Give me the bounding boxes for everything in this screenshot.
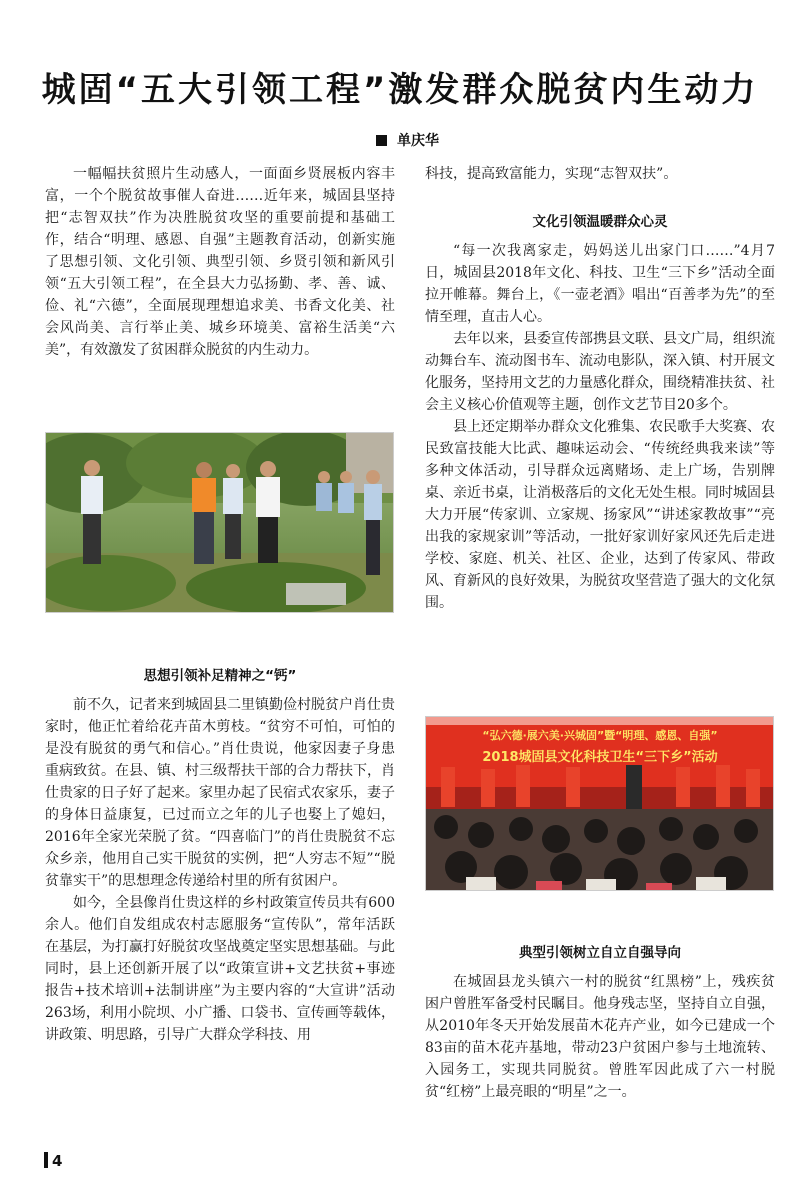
intro-block [45, 163, 395, 361]
section-heading-culture: 文化引领温暖群众心灵 [532, 214, 668, 230]
page-number [44, 1152, 62, 1170]
section-heading-thought: 思想引领补足精神之“钙” [143, 668, 297, 684]
article-title: 城固“五大引领工程”激发群众脱贫内生动力 [41, 70, 759, 110]
garden-visit-photo [45, 432, 394, 613]
thought-paragraph-1: 前不久，记者来到城固县二里镇勤俭村脱贫户肖仕贵家时，他正忙着给花卉苗木剪枝。“贫穷不可怕，可怕的是没有脱贫的勇气和信心。”肖仕贵说，他家因妻子身患重病致贫。在县、镇、村三级帮扶干部的合力帮扶下，肖仕贵家的日子好了起来。家里办起了民宿式农家乐，妻子的身体日益康复，已过而立之年的儿子也娶上了媳妇，2016年全家光荣脱了贫。“四喜临门”的肖仕贵脱贫不忘众乡亲，他用自己实干脱贫的实例，把“人穷志不短”“脱贫靠实干”的思想理念传递给村里的所有贫困户。 [45, 697, 395, 889]
section-heading-models: 典型引领树立自立自强导向 [519, 945, 681, 961]
author-name: 单庆华 [397, 133, 439, 149]
models-paragraph-1: 在城固县龙头镇六一村的脱贫“红黑榜”上，残疾贫困户曾胜军备受村民瞩目。他身残志坚，坚持自立自强，从2010年冬天开始发展苗木花卉产业，如今已建成一个83亩的苗木花卉基地，带动23户贫困户参与土地流转、入园务工，实现共同脱贫。曾胜军因此成了六一村脱贫“红榜”上最亮眼的“明星”之一。 [425, 974, 775, 1100]
continuation-block [425, 163, 775, 185]
intro-paragraph: 一幅幅扶贫照片生动感人，一面面乡贤展板内容丰富，一个个脱贫故事催人奋进……近年来，城固县坚持把“志智双扶”作为决胜脱贫攻坚的重要前提和基础工作，结合“明理、感恩、自强”主题教育活动，创新实施了思想引领、文化引领、典型引领、乡贤引领和新风引领“五大引领工程”，在全县大力弘扬勤、孝、善、诚、俭、礼“六德”，全面展现理想追求美、书香文化美、社会风尚美、言行举止美、城乡环境美、富裕生活美“六美”，有效激发了贫困群众脱贫的内生动力。 [45, 166, 395, 358]
banner-line-2: 2018城固县文化科技卫生“三下乡”活动 [482, 750, 718, 765]
culture-paragraph-1: “每一次我离家走，妈妈送儿出家门口……”4月7日，城固县2018年文化、科技、卫生“三下乡”活动全面拉开帷幕。舞台上，《一壶老酒》唱出“百善孝为先”的至情至理，直击人心。 [425, 243, 775, 325]
square-bullet-icon [376, 135, 387, 146]
thought-paragraph-2: 如今，全县像肖仕贵这样的乡村政策宣传员共有600余人。他们自发组成农村志愿服务“宣传队”，常年活跃在基层，为打赢打好脱贫攻坚战奠定坚实思想基础。与此同时，县上还创新开展了以“政策宣讲+文艺扶贫+事迹报告+技术培训+法制讲座”为主要内容的“大宣讲”活动263场，利用小院坝、小广播、口袋书、宣传画等载体，讲政策、明思路，引导广大群众学科技、用 [45, 895, 395, 1043]
page-number-value: 4 [52, 1152, 63, 1170]
thought-section [45, 694, 395, 1046]
byline [376, 130, 439, 150]
continuation-paragraph: 科技，提高致富能力，实现“志智双扶”。 [425, 166, 678, 182]
banner-line-1: “弘六德·展六美·兴城固”暨“明理、感恩、自强” [482, 729, 718, 742]
page-marker-bar [44, 1152, 48, 1168]
culture-section [425, 240, 775, 614]
models-section [425, 971, 775, 1103]
culture-paragraph-2: 去年以来，县委宣传部携县文联、县文广局，组织流动舞台车、流动图书车、流动电影队，深入镇、村开展文化服务，坚持用文艺的力量感化群众，围绕精准扶贫、社会主义核心价值观等主题，创作文艺节目20多个。 [425, 331, 775, 413]
stage-performance-photo [425, 716, 774, 891]
culture-paragraph-3: 县上还定期举办群众文化雅集、农民歌手大奖赛、农民致富技能大比武、趣味运动会、“传统经典我来读”等多种文体活动，引导群众远离赌场、走上广场，告别牌桌、亲近书桌，让消极落后的文化无处生根。同时城固县大力开展“传家训、立家规、扬家风”“讲述家教故事”“亮出我的家规家训”等活动，一批好家训好家风还先后走进学校、家庭、机关、社区、企业，达到了传家风、带政风、育新风的良好效果，为脱贫攻坚营造了强大的文化氛围。 [425, 419, 775, 611]
